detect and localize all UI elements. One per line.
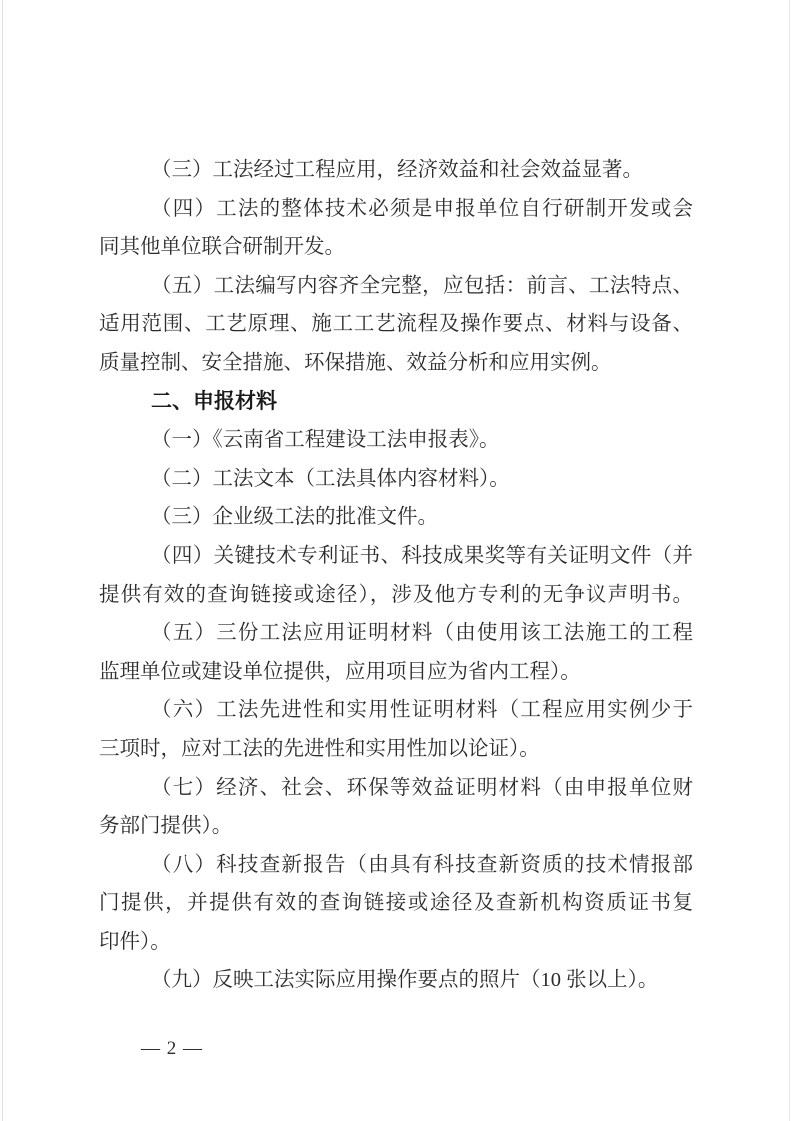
text-line: （三）企业级工法的批准文件。 (151, 506, 438, 529)
text-line: （九）反映工法实际应用操作要点的照片（10 张以上）。 (151, 969, 659, 992)
text-line: （二）工法文本（工法具体内容材料）。 (151, 467, 510, 490)
page-number: — 2 — (141, 1038, 203, 1059)
text-line: （五）工法编写内容齐全完整，应包括：前言、工法特点、 (151, 274, 693, 297)
text-line: 质量控制、安全措施、环保措施、效益分析和应用实例。 (99, 351, 612, 374)
text-line: （三）工法经过工程应用，经济效益和社会效益显著。 (151, 159, 643, 181)
text-line: （四）工法的整体技术必须是申报单位自行研制开发或会 (151, 197, 693, 220)
text-line: 适用范围、工艺原理、施工工艺流程及操作要点、材料与设备、 (99, 313, 693, 336)
scan-edge-artifact-right (789, 0, 790, 1121)
text-line: （六）工法先进性和实用性证明材料（工程应用实例少于 (151, 699, 693, 722)
text-line: 监理单位或建设单位提供，应用项目应为省内工程）。 (99, 660, 581, 683)
text-line: （七）经济、社会、环保等效益证明材料（由申报单位财 (151, 776, 693, 799)
text-line: （一）《云南省工程建设工法申报表》。 (151, 429, 500, 452)
text-line: （八）科技查新报告（由具有科技查新资质的技术情报部 (151, 853, 693, 876)
text-line: 印件）。 (99, 930, 171, 953)
document-body (99, 151, 693, 1000)
text-line: 提供有效的查询链接或途径），涉及他方专利的无争议声明书。 (99, 583, 693, 606)
section-heading: 二、申报材料 (151, 389, 277, 413)
text-line: 门提供，并提供有效的查询链接或途径及查新机构资质证书复 (99, 892, 693, 915)
text-line: 务部门提供）。 (99, 815, 233, 838)
text-line: 同其他单位联合研制开发。 (99, 236, 345, 259)
scan-edge-artifact-left (2, 0, 3, 1121)
text-line: （四）关键技术专利证书、科技成果奖等有关证明文件（并 (151, 544, 693, 567)
text-line: 三项时，应对工法的先进性和实用性加以论证）。 (99, 737, 540, 760)
text-line: （五）三份工法应用证明材料（由使用该工法施工的工程 (151, 622, 693, 645)
